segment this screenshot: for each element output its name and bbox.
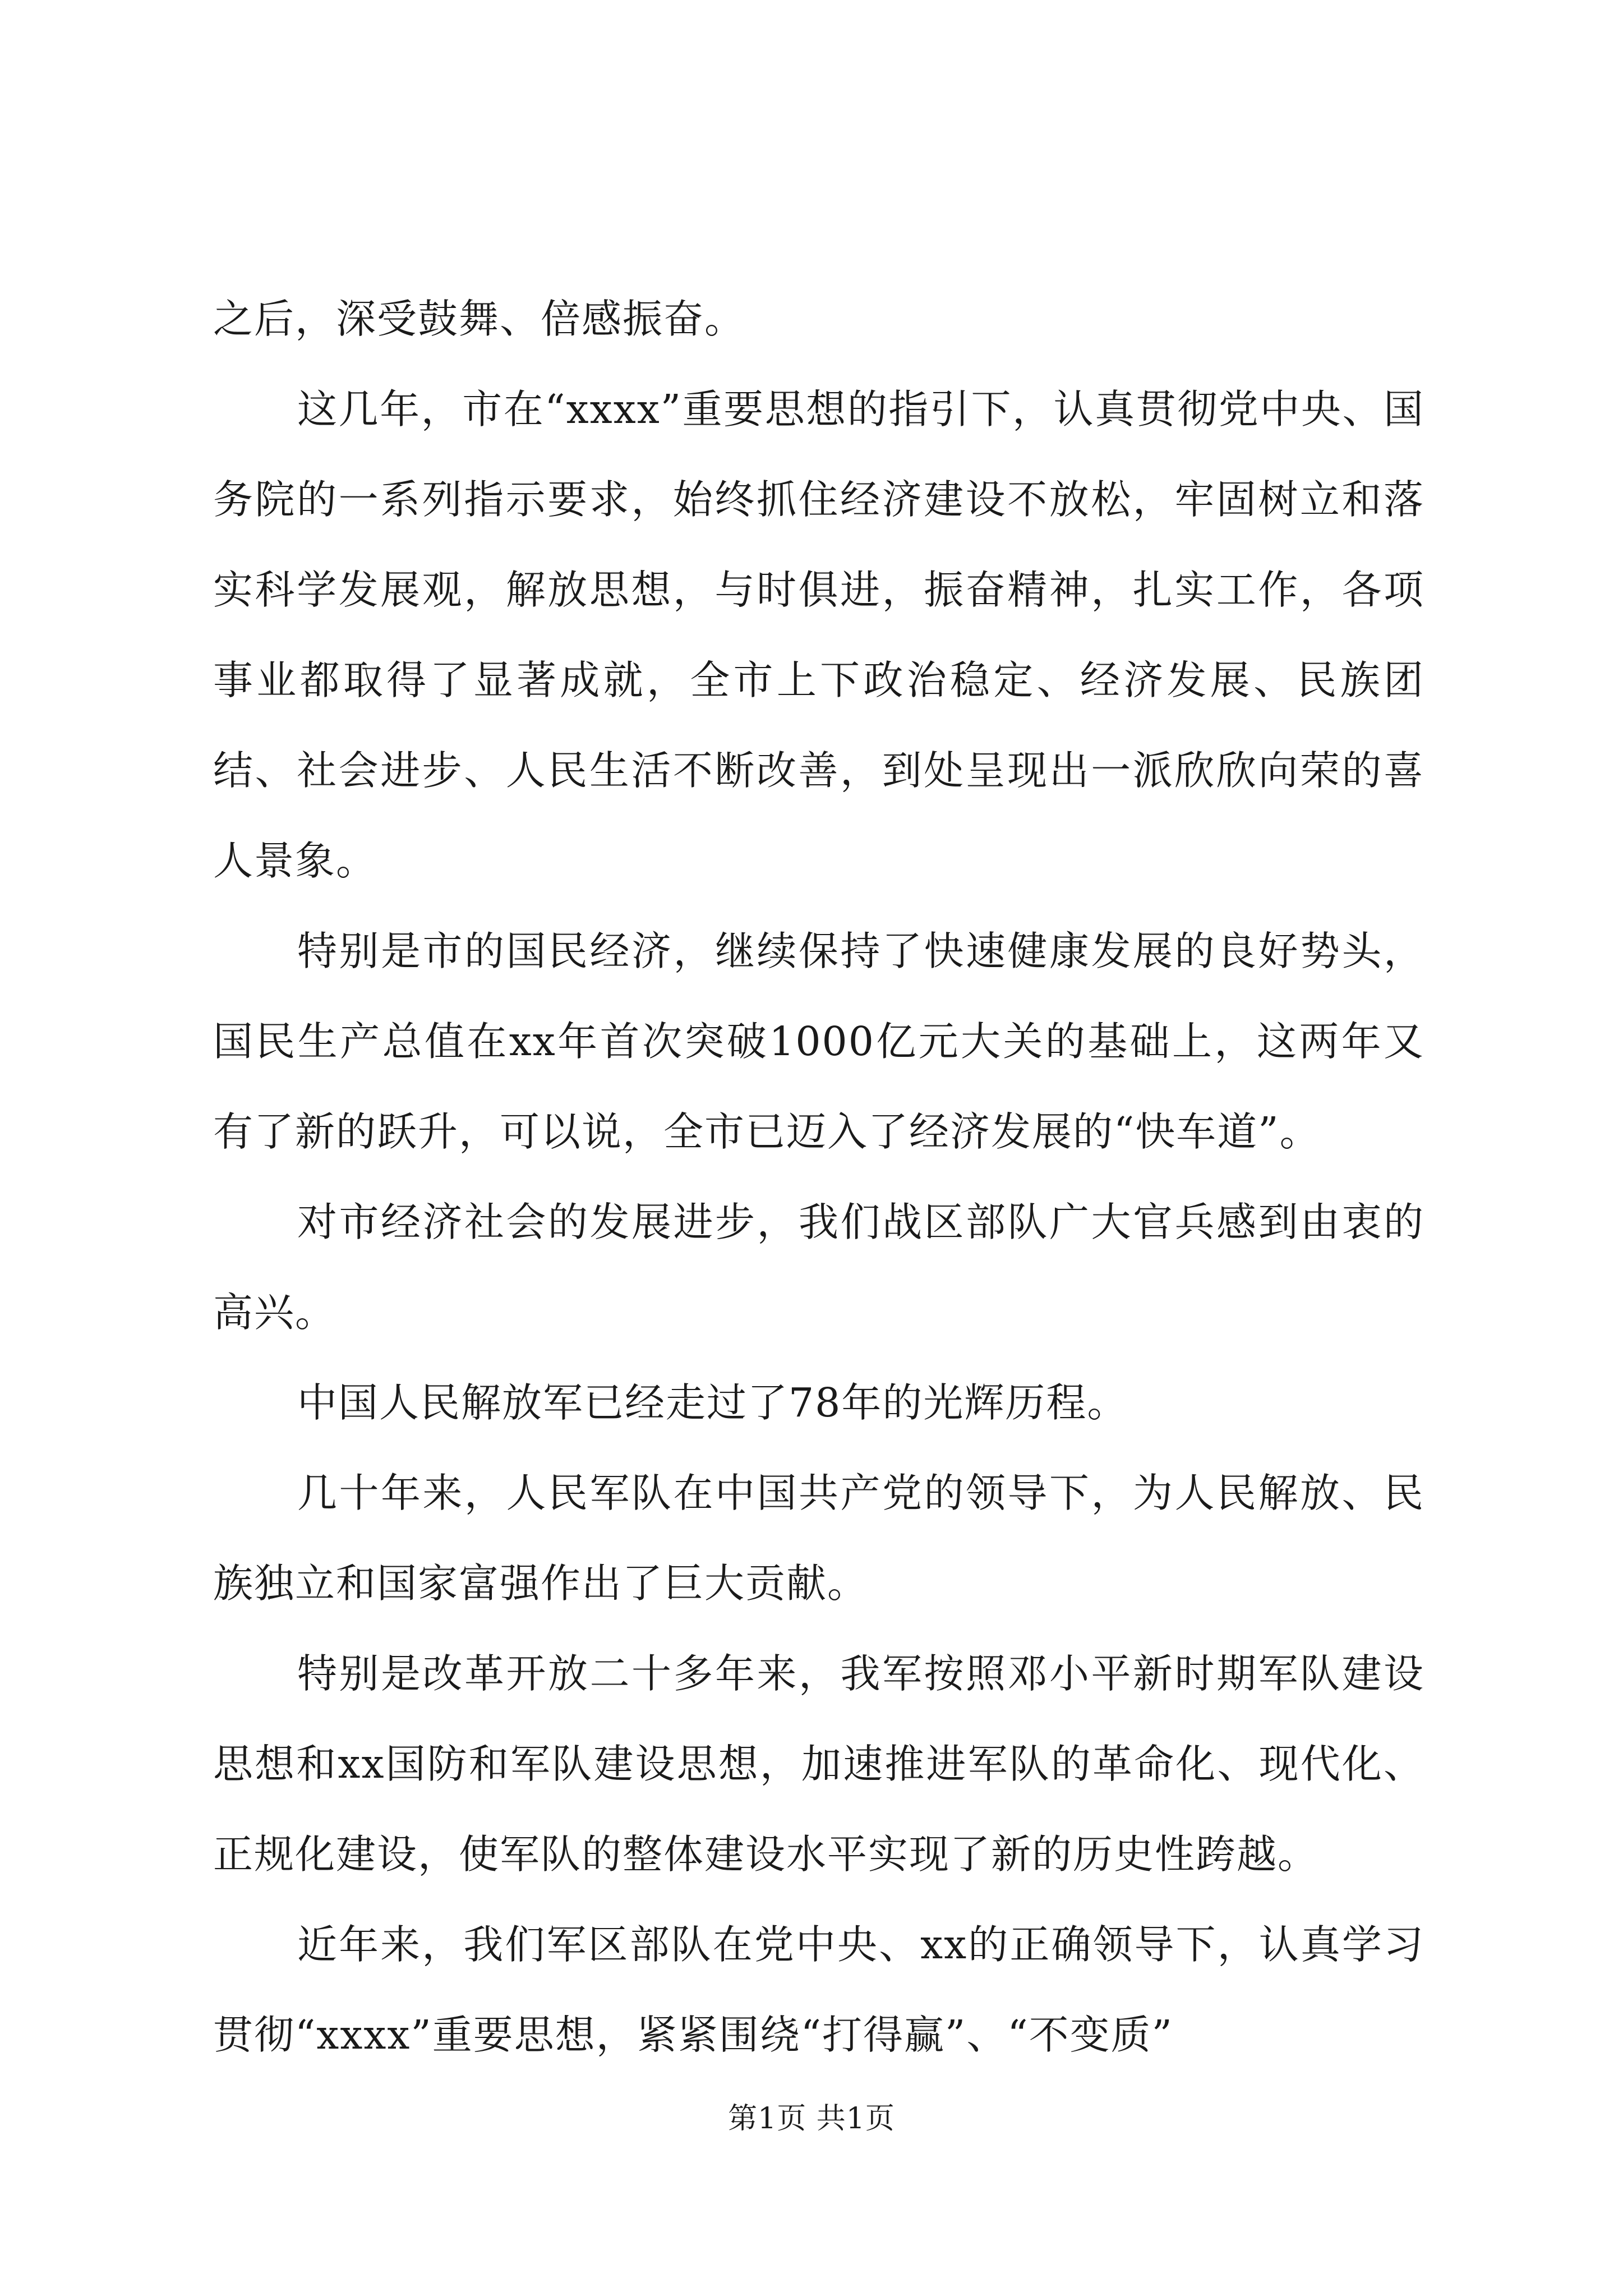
paragraph-1: 之后，深受鼓舞、倍感振奋。 — [213, 296, 746, 342]
paragraph-2: 这几年，市在“xxxx”重要思想的指引下，认真贯彻党中央、国务院的一系列指示要求，始终抓住经济建设不放松，牢固树立和落实科学发展观，解放思想，与时俱进，振奋精神，扎实工作，各项事业都取得了显著成就，全市上下政治稳定、经济发展、民族团结、社会进步、人民生活不断改善，到处呈现出一派欣欣向荣的喜人景象。 — [213, 386, 1424, 884]
paragraph-6: 几十年来，人民军队在中国共产党的领导下，为人民解放、民族独立和国家富强作出了巨大贡献。 — [213, 1470, 1424, 1607]
paragraph-8: 近年来，我们军区部队在党中央、xx的正确领导下，认真学习贯彻“xxxx”重要思想，紧紧围绕“打得赢”、“不变质” — [213, 1921, 1424, 2058]
paragraph-5: 中国人民解放军已经走过了78年的光辉历程。 — [297, 1379, 1128, 1426]
paragraph-7: 特别是改革开放二十多年来，我军按照邓小平新时期军队建设思想和xx国防和军队建设思想，加速推进军队的革命化、现代化、正规化建设，使军队的整体建设水平实现了新的历史性跨越。 — [213, 1650, 1424, 1878]
paragraph-3: 特别是市的国民经济，继续保持了快速健康发展的良好势头，国民生产总值在xx年首次突破1000亿元大关的基础上，这两年又有了新的跃升，可以说，全市已迈入了经济发展的“快车道”。 — [213, 928, 1424, 1155]
page-footer: 第1页 共1页 — [728, 2102, 895, 2136]
paragraph-4: 对市经济社会的发展进步，我们战区部队广大官兵感到由衷的高兴。 — [213, 1199, 1424, 1336]
document-body — [213, 274, 1424, 2080]
